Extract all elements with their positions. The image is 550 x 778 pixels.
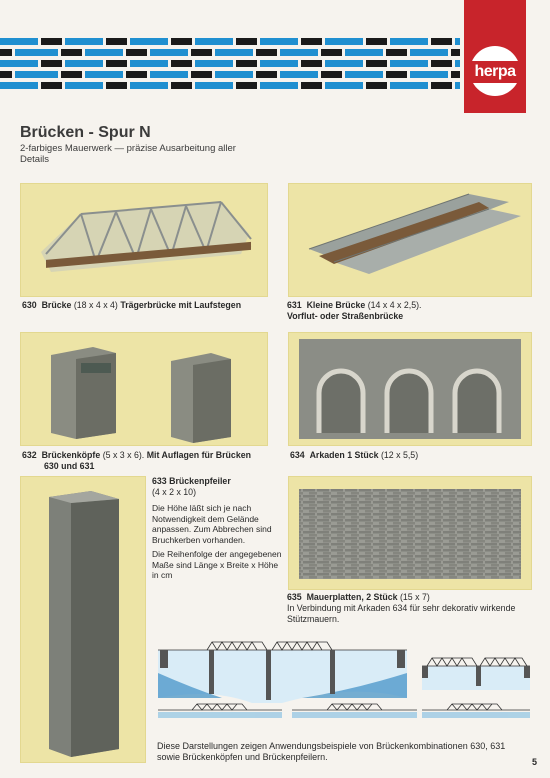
product-desc: Mit Auflagen für Brücken	[146, 450, 251, 460]
product-number: 632	[22, 450, 37, 460]
page-number: 5	[532, 757, 538, 767]
product-name: Brückenpfeiler	[169, 476, 231, 486]
product-dims: (18 x 4 x 4)	[73, 300, 118, 310]
product-number: 630	[22, 300, 37, 310]
product-630-photo	[20, 183, 268, 297]
product-name: Mauerplatten, 2 Stück	[306, 592, 398, 602]
product-631-photo	[288, 183, 532, 297]
product-name: Brücke	[41, 300, 72, 310]
small-bridge-image	[289, 184, 531, 296]
bridge-combination-diagrams	[152, 628, 536, 738]
product-dims: (14 x 4 x 2,5).	[367, 300, 422, 310]
wall-plates-image	[289, 477, 531, 589]
product-desc: Vorflut- oder Straßenbrücke	[287, 311, 404, 321]
product-633-photo	[20, 476, 146, 763]
product-635-photo	[288, 476, 532, 590]
page-title: Brücken - Spur N	[20, 124, 151, 141]
caption-631	[287, 300, 532, 322]
product-desc: Trägerbrücke mit Laufstegen	[120, 300, 242, 310]
header-stripes	[0, 38, 460, 96]
abutments-image	[21, 333, 267, 445]
product-dims: (15 x 7)	[399, 592, 430, 602]
logo-text: herpa	[465, 61, 525, 83]
pillar-image	[21, 477, 145, 762]
product-dims: (12 x 5,5)	[380, 450, 419, 460]
product-dims: (5 x 3 x 6).	[102, 450, 145, 460]
product-name: Arkaden 1 Stück	[309, 450, 379, 460]
text-633	[152, 476, 282, 581]
product-number: 635	[287, 592, 302, 602]
caption-632	[22, 450, 272, 472]
product-number: 631	[287, 300, 302, 310]
description-height: Die Höhe läßt sich je nach Notwendigkeit dem Gelände anpassen. Zum Abbrechen sind Bruchkerben vorhanden.	[152, 503, 272, 545]
product-number: 633	[152, 476, 167, 486]
product-desc: In Verbindung mit Arkaden 634 für sehr dekorativ wirkende Stützmauern.	[287, 603, 516, 624]
product-632-photo	[20, 332, 268, 446]
diagram-caption: Diese Darstellungen zeigen Anwendungsbeispiele von Brückenkombinationen 630, 631 sowie Brückenköpfen und Brückenpfeilern.	[157, 741, 506, 762]
product-dims: (4 x 2 x 10)	[152, 487, 197, 497]
caption-634	[290, 450, 530, 461]
description-order: Die Reihenfolge der angegebenen Maße sind Länge x Breite x Höhe in cm	[152, 549, 282, 580]
product-634-photo	[288, 332, 532, 446]
caption-635	[287, 592, 532, 625]
caption-630	[22, 300, 272, 311]
arcade-wall-image	[289, 333, 531, 445]
product-name: Brückenköpfe	[41, 450, 101, 460]
product-name: Kleine Brücke	[306, 300, 366, 310]
page-subtitle: 2-farbiges Mauerwerk — präzise Ausarbeitung aller Details	[20, 143, 236, 165]
product-number: 634	[290, 450, 305, 460]
application-diagrams	[152, 628, 536, 738]
truss-bridge-image	[21, 184, 267, 296]
product-desc-2: 630 und 631	[44, 461, 95, 471]
